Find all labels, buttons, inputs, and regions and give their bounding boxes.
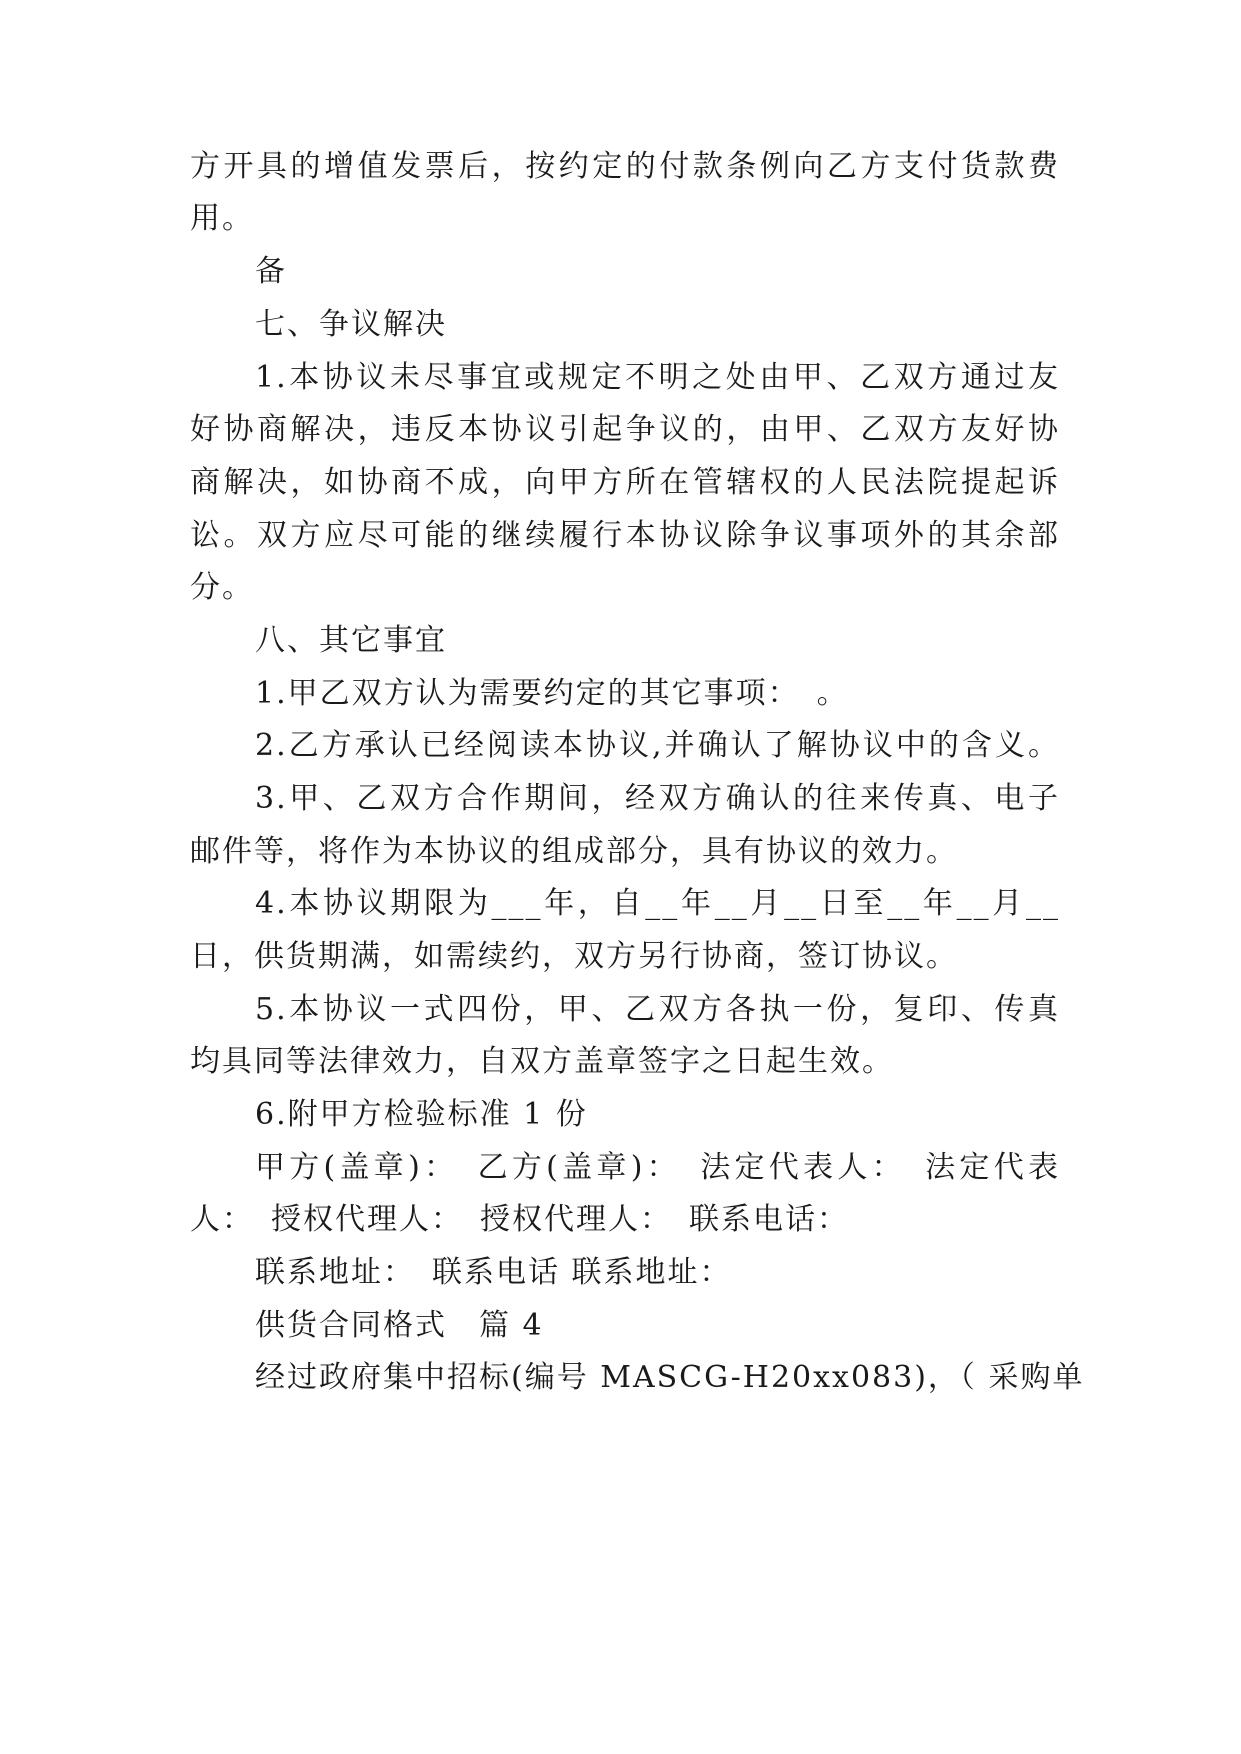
text-line-18: 均具同等法律效力，自双方盖章签字之日起生效。: [190, 1044, 894, 1079]
text-line-15: 4.本协议期限为___年，自__年__月__日至__年__月__: [255, 886, 1060, 921]
text-line-22: 联系地址： 联系电话 联系地址：: [255, 1255, 732, 1290]
text-line-1: 方开具的增值发票后，按约定的付款条例向乙方支付货款费: [190, 149, 1060, 184]
section-heading-dispute: 七、争议解决: [255, 307, 447, 342]
text-line-19: 6.附甲方检验标准 1 份: [255, 1097, 588, 1132]
text-line-8: 讼。双方应尽可能的继续履行本协议除争议事项外的其余部: [190, 518, 1060, 553]
text-line-14: 邮件等，将作为本协议的组成部分，具有协议的效力。: [190, 834, 958, 869]
text-line-20: 甲方(盖章)： 乙方(盖章)： 法定代表人： 法定代表: [255, 1150, 1060, 1185]
text-line-17: 5.本协议一式四份，甲、乙双方各执一份，复印、传真: [255, 992, 1060, 1027]
text-line-2: 用。: [190, 201, 254, 236]
text-line-7: 商解决，如协商不成，向甲方所在管辖权的人民法院提起诉: [190, 465, 1060, 500]
text-line-24: 经过政府集中招标(编号 MASCG-H20xx083)，（ 采购单: [255, 1360, 1085, 1395]
text-line-3: 备: [255, 254, 287, 289]
text-line-13: 3.甲、乙双方合作期间，经双方确认的往来传真、电子: [255, 781, 1060, 816]
section-heading-contract-4: 供货合同格式 篇 4: [255, 1308, 544, 1343]
text-line-11: 1.甲乙双方认为需要约定的其它事项： 。: [255, 676, 849, 711]
text-line-12: 2.乙方承认已经阅读本协议,并确认了解协议中的含义。: [255, 728, 1060, 763]
text-line-21: 人： 授权代理人： 授权代理人： 联系电话：: [190, 1202, 849, 1237]
section-heading-other: 八、其它事宜: [255, 623, 447, 658]
text-line-9: 分。: [190, 570, 254, 605]
text-line-16: 日，供货期满，如需续约，双方另行协商，签订协议。: [190, 939, 958, 974]
text-line-6: 好协商解决，违反本协议引起争议的，由甲、乙双方友好协: [190, 412, 1060, 447]
text-line-5: 1.本协议未尽事宜或规定不明之处由甲、乙双方通过友: [255, 360, 1060, 395]
